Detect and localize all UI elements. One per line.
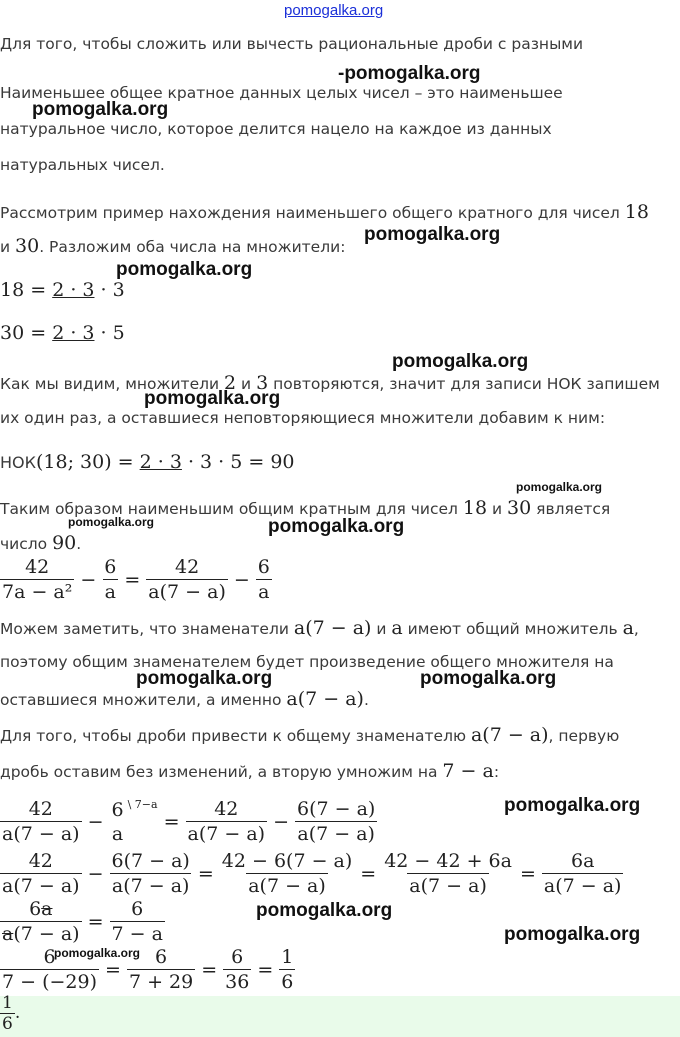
equation-18: 18 = 2 · 3 · 3 — [0, 279, 125, 301]
math-number: 30 — [15, 235, 40, 257]
watermark: pomogalka.org — [420, 668, 557, 689]
math-number: 18 — [624, 201, 649, 223]
watermark: pomogalka.org — [504, 924, 641, 945]
text-line: Как мы видим, множители 2 и 3 повторяются, значит для записи НОК запишем — [0, 372, 660, 394]
watermark: pomogalka.org — [392, 351, 529, 372]
fraction: $\frac{42}{a(7 - a)}$ — [148, 556, 226, 603]
fraction: $\frac{42 - 6(7 - a)}{a(7 - a)}$ — [221, 850, 353, 897]
watermark: pomogalka.org — [32, 99, 169, 120]
text-line: натуральное число, которое делится нацело на каждое из данных — [0, 120, 552, 138]
math-row-5: $\frac{6}{7 - (-29)}$ = $\frac{6}{7 + 29}$ = $\frac{6}{36}$ = $\frac{1}{6}$ — [2, 946, 294, 993]
watermark: pomogalka.org — [68, 515, 155, 529]
fraction: $\frac{6(7 - a)}{a(7 - a)}$ — [297, 798, 376, 845]
text-line: Рассмотрим пример нахождения наименьшего общего кратного для чисел 18 — [0, 201, 649, 223]
math-row-4: $\frac{6a}{a(7 - a)}$ = $\frac{6}{7 - a}$ — [2, 898, 163, 945]
watermark-top-link[interactable]: pomogalka.org — [284, 2, 384, 19]
underlined-factors: 2 · 3 — [52, 279, 95, 301]
answer-box — [0, 993, 680, 1037]
fraction: $\frac{6(7 - a)}{a(7 - a)}$ — [111, 850, 190, 897]
text-line: Наименьшее общее кратное данных целых чисел – это наименьшее — [0, 84, 563, 102]
underlined-factors: 2 · 3 — [139, 451, 182, 473]
equation-nok: НОК(18; 30) = 2 · 3 · 3 · 5 = 90 — [0, 451, 295, 473]
text-line: и 30. Разложим оба числа на множители: — [0, 235, 346, 257]
fraction: $\frac{6}{a}$ — [104, 556, 117, 603]
fraction: $\frac{6}{7 - (-29)}$ — [2, 946, 98, 993]
fraction: $\frac{6}{a}$ — [257, 556, 270, 603]
watermark: pomogalka.org — [516, 480, 603, 494]
text-line: их один раз, а оставшиеся неповторяющиеся множители добавим к ним: — [0, 409, 606, 427]
math-row-1: $\frac{42}{\text{7a − a²}}$ − $\frac{6}{a}$ = $\frac{42}{a(7 - a)}$ − $\frac{6}{a}$ — [2, 556, 270, 603]
answer-fraction: $\frac{1}{6}$ — [2, 993, 13, 1034]
fraction: $\frac{6a}{a(7 - a)}$ — [2, 898, 80, 945]
text-line: Таким образом наименьшим общим кратным для чисел 18 и 30 является — [0, 497, 611, 519]
fraction: $\frac{1}{6}$ — [281, 946, 294, 993]
cancelled-factor: a — [2, 923, 14, 945]
watermark: pomogalka.org — [364, 224, 501, 245]
fraction: 6 a — [111, 798, 124, 845]
fraction: $\frac{42}{a(7 - a)}$ — [2, 798, 80, 845]
watermark — [338, 63, 481, 85]
watermark: pomogalka.org — [116, 259, 253, 280]
math-row-2: $\frac{42}{a(7 - a)}$ − 6 a $^{\backslash 7-a}$= $\frac{42}{a(7 - a)}$ − $\frac{6(7 - a)}{a(7 - a)}$ — [2, 798, 376, 845]
fraction: $\frac{42 - 42 + 6a}{a(7 - a)}$ — [384, 850, 512, 897]
fraction: $\frac{6a}{a(7 - a)}$ — [543, 850, 622, 897]
watermark: pomogalka.org — [256, 900, 393, 921]
watermark: pomogalka.org — [268, 516, 405, 537]
fraction: $\frac{6}{7 + 29}$ — [128, 946, 194, 993]
watermark: pomogalka.org — [54, 946, 141, 960]
fraction: $\frac{42}{\text{7a − a²}}$ — [2, 556, 73, 603]
fraction: $\frac{6}{36}$ — [225, 946, 250, 993]
math-row-3: $\frac{42}{a(7 - a)}$ − $\frac{6(7 - a)}{a(7 - a)}$ = $\frac{42 - 6(7 - a)}{a(7 - a)}$ = $\frac{42 - 42 + 6a}{a(7 - a)}$ = $\frac{6a}{a(7 - a)}$ — [2, 850, 622, 897]
text-line: поэтому общим знаменателем будет произведение общего множителя на — [0, 653, 614, 671]
underlined-factors: 2 · 3 — [52, 322, 95, 344]
text-line: Для того, чтобы сложить или вычесть рациональные дроби с разными — [0, 35, 584, 53]
text-line: оставшиеся множители, а именно a(7 − a). — [0, 688, 369, 710]
text-line: число 90. — [0, 532, 82, 554]
text-line: дробь оставим без изменений, а вторую умножим на 7 − a: — [0, 760, 500, 782]
cancelled-factor: a — [41, 898, 53, 920]
fraction: $\frac{42}{a(7 - a)}$ — [187, 798, 266, 845]
text-line: Для того, чтобы дроби привести к общему знаменателю a(7 − a), первую — [0, 724, 620, 746]
answer: $\frac{1}{6}$ . — [2, 993, 21, 1034]
fraction: $\frac{42}{a(7 - a)}$ — [2, 850, 80, 897]
watermark: pomogalka.org — [136, 668, 273, 689]
watermark-dash: - — [338, 63, 345, 84]
watermark-text: pomogalka.org — [344, 63, 481, 84]
equation-30: 30 = 2 · 3 · 5 — [0, 322, 125, 344]
fraction: $\frac{6}{7 - a}$ — [111, 898, 163, 945]
multiplier-note: \ 7−a — [127, 798, 158, 811]
watermark: pomogalka.org — [144, 388, 281, 409]
text-line: Можем заметить, что знаменатели a(7 − a) и a имеют общий множитель a, — [0, 617, 639, 639]
watermark: pomogalka.org — [504, 795, 641, 816]
text-line: натуральных чисел. — [0, 156, 165, 174]
